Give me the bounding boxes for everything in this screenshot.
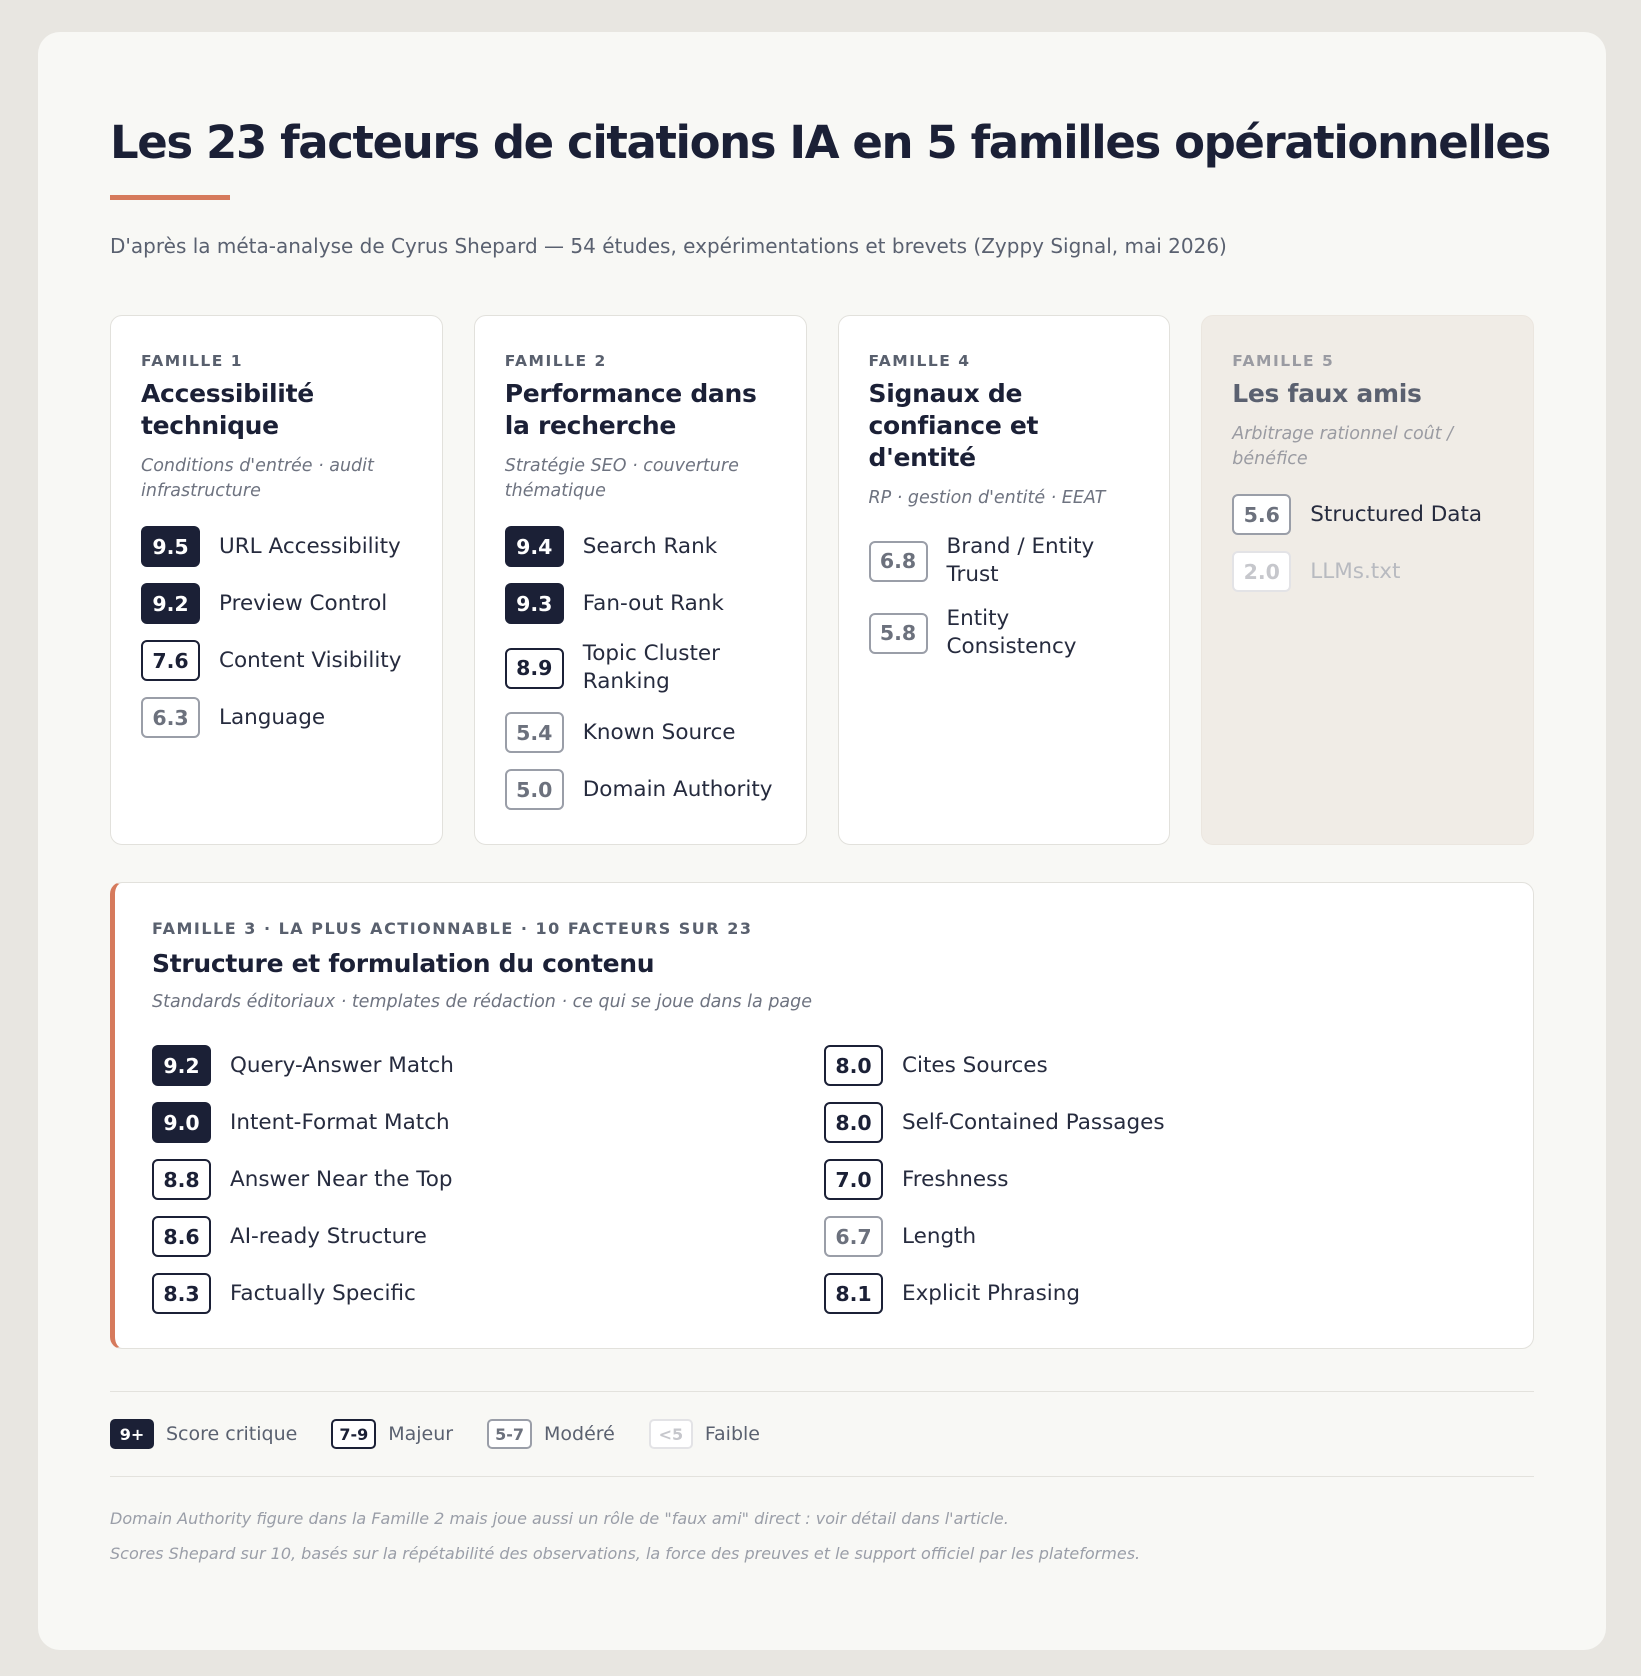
factor-item	[869, 533, 1140, 589]
family-subtitle: Standards éditoriaux · templates de rédaction · ce qui se joue dans la page	[152, 992, 813, 1012]
footnotes	[110, 1477, 1534, 1571]
factor-name: Content Visibility	[219, 647, 402, 673]
factor-item	[1232, 494, 1503, 535]
legend-item-major	[331, 1419, 453, 1449]
title-accent-line	[110, 195, 230, 200]
family-card-2	[474, 315, 807, 845]
score-badge: 9.2	[152, 1045, 211, 1086]
legend-label: Modéré	[543, 1423, 615, 1445]
factor-item	[824, 1216, 1496, 1257]
family-label: FAMILLE 3 · LA PLUS ACTIONNABLE · 10 FACTEURS SUR 23	[152, 919, 753, 938]
factor-name: Domain Authority	[582, 776, 773, 802]
factor-column-left	[152, 1045, 824, 1330]
family-card-5	[1201, 315, 1534, 845]
factor-name: Preview Control	[219, 590, 388, 616]
factor-item	[152, 1159, 824, 1200]
factor-name: Length	[902, 1223, 977, 1249]
score-badge: 7.0	[824, 1159, 883, 1200]
factor-item	[824, 1273, 1496, 1314]
family-card-4	[838, 315, 1171, 845]
score-badge: 9.3	[505, 583, 564, 624]
legend-badge: <5	[649, 1419, 693, 1449]
factor-list	[1232, 494, 1503, 592]
factor-item	[152, 1216, 824, 1257]
score-badge: 8.0	[824, 1102, 883, 1143]
factor-name: Entity Consistency	[946, 606, 1077, 659]
family-cards	[110, 315, 1534, 845]
factor-item	[152, 1102, 824, 1143]
score-badge: 6.7	[824, 1216, 883, 1257]
family-subtitle: RP · gestion d'entité · EEAT	[868, 488, 1106, 508]
score-badge: 8.1	[824, 1273, 883, 1314]
factor-item	[152, 1045, 824, 1086]
footnote: Scores Shepard sur 10, basés sur la répétabilité des observations, la force des preuves et le support officiel par les plateformes.	[110, 1544, 1141, 1563]
legend-label: Score critique	[166, 1423, 298, 1445]
factor-name: Query-Answer Match	[230, 1052, 454, 1078]
factor-list	[141, 526, 412, 738]
factor-name: Topic Cluster Ranking	[582, 641, 720, 694]
factor-item	[505, 712, 776, 753]
factor-name: Freshness	[902, 1166, 1009, 1192]
score-badge: 6.8	[869, 541, 928, 582]
family-title: Structure et formulation du contenu	[152, 949, 655, 978]
factor-item	[141, 583, 412, 624]
family-title: Performance dans la recherche	[504, 379, 757, 440]
score-badge: 6.3	[141, 697, 200, 738]
factor-name: Intent-Format Match	[230, 1109, 450, 1135]
score-badge: 5.0	[505, 769, 564, 810]
factor-item	[824, 1102, 1496, 1143]
factor-name: Answer Near the Top	[230, 1166, 453, 1192]
score-legend	[110, 1392, 1534, 1476]
score-badge: 8.8	[152, 1159, 211, 1200]
factor-columns	[152, 1045, 1496, 1330]
family-card-1	[110, 315, 443, 845]
legend-label: Faible	[704, 1423, 760, 1445]
legend-item-moderate	[487, 1419, 615, 1449]
factor-name: URL Accessibility	[219, 533, 401, 559]
legend-item-critical	[110, 1419, 297, 1449]
factor-name: Explicit Phrasing	[902, 1280, 1081, 1306]
family-label: FAMILLE 4	[868, 352, 971, 370]
page-subtitle: D'après la méta-analyse de Cyrus Shepard — 54 études, expérimentations et brevets (Zyppy Signal, mai 2026)	[110, 234, 1227, 258]
score-badge: 7.6	[141, 640, 200, 681]
legend-item-low	[649, 1419, 760, 1449]
factor-item	[505, 640, 776, 696]
family-title: Les faux amis	[1232, 379, 1422, 408]
factor-name: Search Rank	[582, 533, 718, 559]
family-title: Accessibilité technique	[141, 379, 314, 440]
factor-name: Known Source	[582, 719, 736, 745]
factor-name: Factually Specific	[230, 1280, 416, 1306]
legend-badge: 7-9	[331, 1419, 376, 1449]
family-label: FAMILLE 2	[504, 352, 607, 370]
factor-column-right	[824, 1045, 1496, 1330]
factor-item	[141, 697, 412, 738]
score-badge: 8.0	[824, 1045, 883, 1086]
factor-item	[505, 769, 776, 810]
factor-name: Brand / Entity Trust	[946, 534, 1095, 587]
factor-item	[869, 605, 1140, 661]
footnote: Domain Authority figure dans la Famille 2 mais joue aussi un rôle de "faux ami" direct : voir détail dans l'article.	[110, 1509, 1009, 1528]
score-badge: 8.3	[152, 1273, 211, 1314]
factor-item	[824, 1159, 1496, 1200]
factor-name: Cites Sources	[902, 1052, 1048, 1078]
score-badge: 2.0	[1232, 551, 1291, 592]
score-badge: 5.6	[1232, 494, 1291, 535]
factor-item	[141, 640, 412, 681]
factor-list	[505, 526, 776, 810]
score-badge: 8.6	[152, 1216, 211, 1257]
family-label: FAMILLE 5	[1232, 352, 1335, 370]
factor-item	[141, 526, 412, 567]
legend-badge: 5-7	[487, 1419, 532, 1449]
family-subtitle: Arbitrage rationnel coût / bénéfice	[1232, 424, 1454, 469]
score-badge: 9.2	[141, 583, 200, 624]
factor-name: Language	[219, 704, 326, 730]
family-title: Signaux de confiance et d'entité	[868, 379, 1039, 472]
factor-item	[1232, 551, 1503, 592]
factor-name: Self-Contained Passages	[902, 1109, 1165, 1135]
score-badge: 8.9	[505, 648, 564, 689]
score-badge: 5.8	[869, 613, 928, 654]
score-badge: 9.5	[141, 526, 200, 567]
legend-badge: 9+	[110, 1419, 154, 1449]
family-subtitle: Stratégie SEO · couverture thématique	[504, 456, 739, 501]
factor-list	[869, 533, 1140, 661]
page-title: Les 23 facteurs de citations IA en 5 familles opérationnelles	[110, 116, 1550, 169]
factor-item	[505, 526, 776, 567]
score-badge: 9.0	[152, 1102, 211, 1143]
infographic-panel	[38, 32, 1606, 1650]
factor-item	[824, 1045, 1496, 1086]
family-label: FAMILLE 1	[141, 352, 244, 370]
factor-item	[505, 583, 776, 624]
factor-name: Fan-out Rank	[582, 590, 724, 616]
factor-name: LLMs.txt	[1310, 558, 1401, 584]
score-badge: 5.4	[505, 712, 564, 753]
factor-name: AI-ready Structure	[230, 1223, 427, 1249]
factor-name: Structured Data	[1310, 501, 1483, 527]
family-subtitle: Conditions d'entrée · audit infrastructure	[141, 456, 374, 501]
score-badge: 9.4	[505, 526, 564, 567]
family-card-3	[110, 882, 1534, 1349]
legend-label: Majeur	[388, 1423, 454, 1445]
factor-item	[152, 1273, 824, 1314]
